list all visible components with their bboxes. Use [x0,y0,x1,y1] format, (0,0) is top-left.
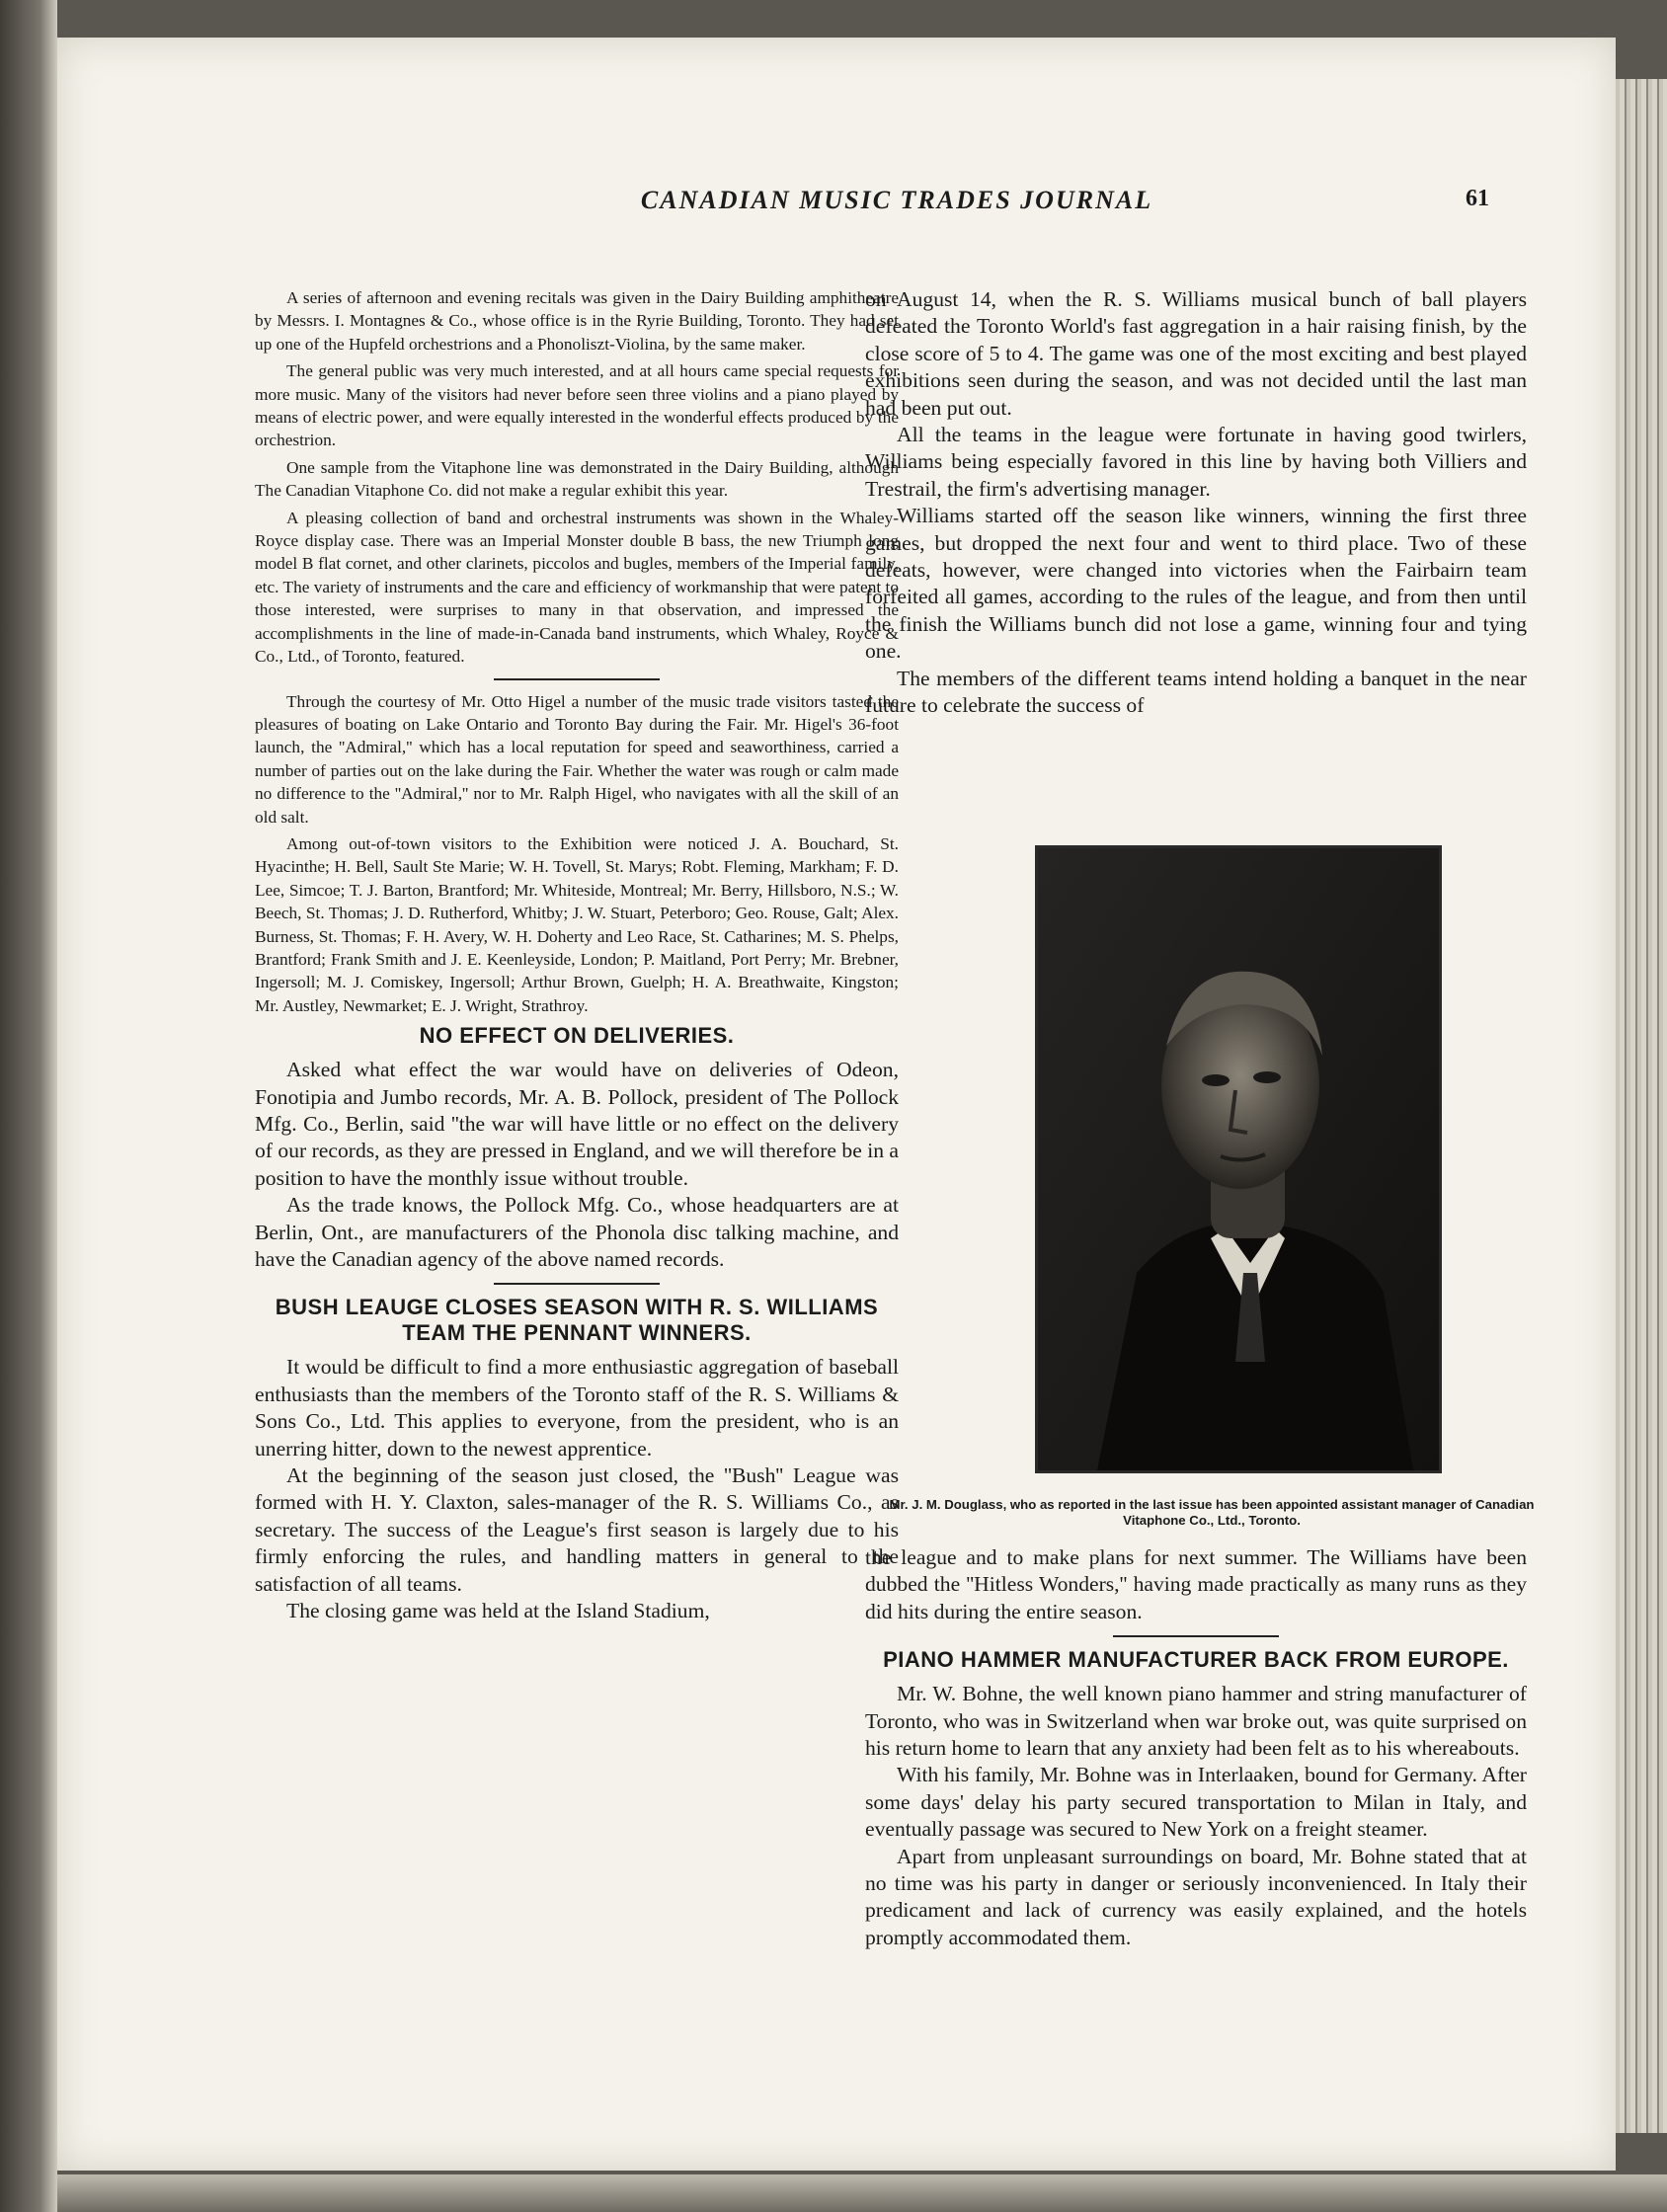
deliveries-paragraph: As the trade knows, the Pollock Mfg. Co., whose headquarters are at Berlin, Ont., are manufacturers of the Phonola disc talking machine, and have the Canadian agency of the above named records. [255,1193,899,1272]
portrait-photo [1035,845,1442,1473]
piano-hammer-paragraph: Mr. W. Bohne, the well known piano hammer and string manufacturer of Toronto, who was in Switzerland when war broke out, was quite surprised on his return home to learn that any anxiety had been felt as to his whereabouts. [865,1682,1527,1761]
running-header: CANADIAN MUSIC TRADES JOURNAL [640,186,1153,214]
visitors-paragraph: Among out-of-town visitors to the Exhibition were noticed J. A. Bouchard, St. Hyacinthe; H. Bell, Sault Ste Marie; W. H. Tovell, St. Marys; Robt. Fleming, Markham; F. D. Lee, Simcoe; T. J. Barton, Brantford; Mr. Whiteside, Montreal; Mr. Berry, Hillsboro, N.S.; W. Beech, St. Thomas; J. D. Rutherford, Whitby; J. W. Stuart, Peterboro; Geo. Rouse, Galt; Alex. Burness, St. Thomas; F. H. Avery, W. H. Doherty and Leo Race, St. Catharines; M. S. Phelps, Brantford; Frank Smith and J. E. Keenleyside, London; P. Maitland, Port Perry; Mr. Brebner, Ingersoll; M. J. Comiskey, Ingersoll; Arthur Brown, Guelph; H. A. Breathwaite, Kingston; Mr. Austley, Newmarket; E. J. Wright, Strathroy. [255,833,899,1015]
bush-league-continued: All the teams in the league were fortunate in having good twirlers, Williams being especially favored in this line by having both Villiers and Trestrail, the firm's advertising manager. [865,423,1527,501]
piano-hammer-heading: PIANO HAMMER MANUFACTURER BACK FROM EUROPE. [883,1647,1509,1673]
exhibit-paragraph: A pleasing collection of band and orchestral instruments was shown in the Whaley-Royce display case. There was an Imperial Monster double B bass, the new Triumph long model B flat cornet, and other clarinets, piccolos and bugles, members of the Imperial family, etc. The variety of instruments and the care and efficiency of workmanship that were patent to those interested, were surprises to many in that observation, and impressed the accomplishments in the line of made-in-Canada band instruments, which Whaley, Royce & Co., Ltd., of Toronto, featured. [255,508,899,667]
bush-league-continued: The members of the different teams intend holding a banquet in the near future to celebrate the success of [865,666,1527,718]
bush-league-continued: Williams started off the season like winners, winning the first three games, but dropped the next four and went to third place. Two of these defeats, however, were changed into victories when the Fairbairn team forfeited all games, according to the rules of the league, and from then until the finish the Williams bunch did not lose a game, winning four and tying one. [865,504,1527,664]
page-number: 61 [1466,186,1489,211]
exhibit-paragraph: One sample from the Vitaphone line was demonstrated in the Dairy Building, although The Canadian Vitaphone Co. did not make a regular exhibit this year. [255,457,899,501]
deliveries-heading: NO EFFECT ON DELIVERIES. [419,1023,735,1049]
bush-league-paragraph: The closing game was held at the Island Stadium, [286,1599,710,1623]
bush-league-heading: BUSH LEAUGE CLOSES SEASON WITH R. S. WILLIAMS TEAM THE PENNANT WINNERS. [275,1295,879,1346]
bush-league-continued: on August 14, when the R. S. Williams musical bunch of ball players defeated the Toronto World's fast aggregation in a hair raising finish, by the close score of 5 to 4. The game was one of the most exciting and best played exhibitions seen during the season, and was not decided until the last man had been put out. [865,287,1527,420]
photo-caption: Mr. J. M. Douglass, who as reported in the last issue has been appointed assistant manager of Canadian Vitaphone Co., Ltd., Toronto. [889,1497,1535,1528]
section-divider [494,678,660,680]
exhibit-paragraph: A series of afternoon and evening recitals was given in the Dairy Building amphitheatre by Messrs. I. Montagnes & Co., whose office is in the Ryrie Building, Toronto. They had set up one of the Hupfeld orchestrions and a Phonoliszt-Violina, by the same maker. [255,288,899,354]
bush-league-paragraph: It would be difficult to find a more enthusiastic aggregation of baseball enthusiasts than the members of the Toronto staff of the R. S. Williams & Sons Co., Ltd. This applies to everyone, from the president, who is an unerring hitter, down to the newest apprentice. [255,1355,899,1461]
deliveries-paragraph: Asked what effect the war would have on deliveries of Odeon, Fonotipia and Jumbo records, Mr. A. B. Pollock, president of The Pollock Mfg. Co., Berlin, said ''the war will have little or no effect on the delivery of our records, as they are pressed in England, and we will therefore be in a position to have the monthly issue without trouble. [255,1058,899,1190]
scan-bottom-edge [57,2174,1667,2212]
journal-page [57,38,1616,2171]
piano-hammer-paragraph: Apart from unpleasant surroundings on board, Mr. Bohne stated that at no time was his party in danger or seriously inconvenienced. In Italy their predicament and lack of currency was easily explained, and the hotels promptly accommodated them. [865,1844,1527,1949]
right-column-bottom [865,1544,1527,1951]
section-divider [1113,1635,1279,1637]
bush-league-paragraph: At the beginning of the season just closed, the ''Bush'' League was formed with H. Y. Claxton, sales-manager of the R. S. Williams Co., as secretary. The success of the League's first season is largely due to his firmly enforcing the rules, and handling matters in general to the satisfaction of all teams. [255,1463,899,1596]
section-divider [494,1283,660,1285]
exhibit-paragraph: The general public was very much interested, and at all hours came special requests for more music. Many of the visitors had never before seen three violins and a piano played by means of electric power, and were equally interested in the wonderful effects produced by the orchestrion. [255,361,899,450]
right-column-top [865,286,1527,720]
left-column [255,286,899,1625]
scan-binding-edge [0,0,57,2212]
bush-league-continued: the league and to make plans for next summer. The Williams have been dubbed the ''Hitless Wonders,'' having made practically as many runs as they did hits during the entire season. [865,1545,1527,1623]
portrait-illustration [1038,848,1439,1470]
piano-hammer-paragraph: With his family, Mr. Bohne was in Interlaaken, bound for Germany. After some days' delay his party secured transportation to Milan in Italy, and eventually passage was secured to New York on a freight steamer. [865,1763,1527,1842]
visitors-paragraph: Through the courtesy of Mr. Otto Higel a number of the music trade visitors tasted the pleasures of boating on Lake Ontario and Toronto Bay during the Fair. Mr. Higel's 36-foot launch, the ''Admiral,'' which has a local reputation for speed and seaworthiness, carried a number of parties out on the lake during the Fair. Whether the water was rough or calm made no difference to the ''Admiral,'' nor to Mr. Ralph Higel, who navigates with all the skill of an old salt. [255,691,899,827]
